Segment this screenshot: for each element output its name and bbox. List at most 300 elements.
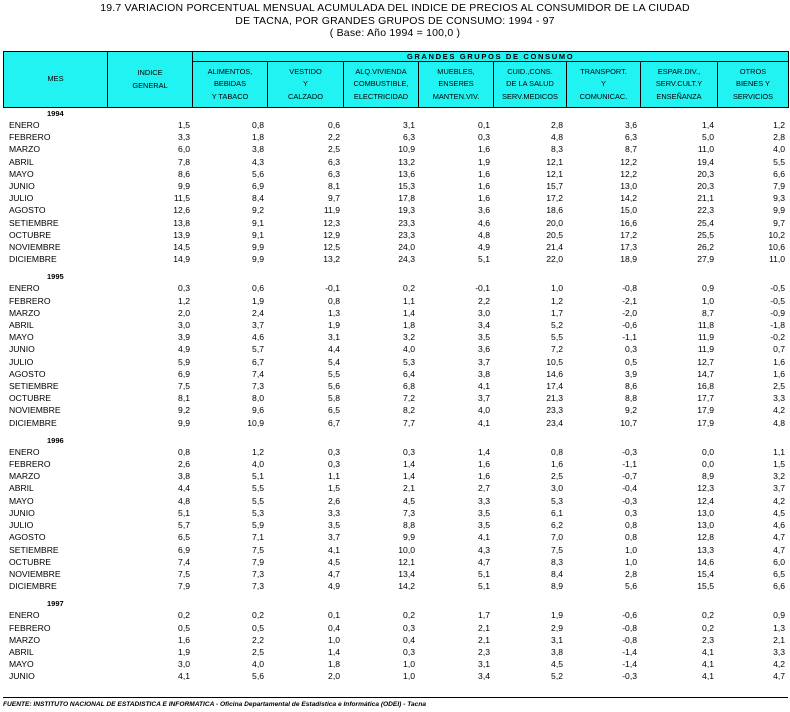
group-value-cell: 4,1 — [328, 544, 340, 555]
group-value-cell: 8,7 — [625, 144, 637, 155]
group-value-cell: 3,7 — [478, 356, 490, 367]
group-value-cell: 20,0 — [546, 217, 563, 228]
group-value-cell: 11,9 — [697, 344, 714, 355]
group-value-cell: 6,7 — [252, 356, 264, 367]
group-value-cell: 8,3 — [551, 144, 563, 155]
group-value-cell: 2,8 — [625, 568, 637, 579]
table-row — [3, 470, 788, 482]
group-value-cell: 2,5 — [252, 646, 264, 657]
group-value-cell: 3,3 — [328, 507, 340, 518]
group-value-cell: 4,1 — [478, 532, 490, 543]
group-value-cell: 2,3 — [702, 634, 714, 645]
group-value-cell: 5,5 — [551, 332, 563, 343]
group-value-cell: 6,5 — [328, 405, 340, 416]
group-value-cell: 0,2 — [403, 283, 415, 294]
group-value-cell: 4,1 — [702, 646, 714, 657]
indice-general-cell: 7,8 — [178, 156, 190, 167]
indice-general-cell: 3,0 — [178, 320, 190, 331]
group-value-cell: 1,4 — [403, 471, 415, 482]
month-cell: ENERO — [9, 120, 40, 130]
table-row — [3, 622, 788, 634]
group-value-cell: 25,5 — [697, 229, 714, 240]
group-value-cell: 1,7 — [478, 610, 490, 621]
header-group-col-line: SERV.CULT.Y — [655, 79, 703, 89]
group-value-cell: 2,7 — [478, 483, 490, 494]
table-row — [3, 495, 788, 507]
group-value-cell: 12,2 — [620, 168, 637, 179]
group-value-cell: 13,4 — [398, 568, 415, 579]
group-value-cell: 4,2 — [773, 405, 786, 416]
group-value-cell: 5,6 — [625, 581, 637, 592]
table-row — [3, 282, 788, 294]
group-value-cell: 0,4 — [403, 634, 415, 645]
group-value-cell: 4,5 — [403, 495, 415, 506]
header-group-col-line: ESPAR.DIV., — [657, 66, 701, 76]
group-value-cell: 7,5 — [252, 544, 264, 555]
header-group-col-line: CALZADO — [288, 91, 323, 101]
group-value-cell: 21,1 — [697, 193, 714, 204]
title-line-1: 19.7 VARIACION PORCENTUAL MENSUAL ACUMULADA DEL INDICE DE PRECIOS AL CONSUMIDOR DE LA CIUDAD — [100, 2, 690, 14]
table-row — [3, 568, 788, 580]
group-value-cell: 7,3 — [252, 568, 264, 579]
group-value-cell: 6,8 — [403, 381, 415, 392]
group-value-cell: 0,9 — [773, 610, 786, 621]
group-value-cell: 0,5 — [252, 622, 264, 633]
group-value-cell: 3,7 — [328, 532, 340, 543]
group-value-cell: 1,6 — [478, 181, 490, 192]
indice-general-cell: 5,9 — [178, 356, 190, 367]
group-value-cell: 7,3 — [252, 581, 264, 592]
month-cell: MAYO — [9, 168, 34, 179]
header-group-col-line: ELECTRICIDAD — [353, 91, 409, 101]
group-value-cell: 5,2 — [551, 320, 563, 331]
group-value-cell: 27,9 — [697, 254, 714, 265]
group-value-cell: 9,9 — [252, 242, 264, 253]
group-value-cell: 0,0 — [702, 459, 714, 470]
header-grandes-grupos: GRANDES GRUPOS DE CONSUMO — [193, 52, 789, 62]
group-value-cell: 1,6 — [551, 459, 563, 470]
table-row — [3, 446, 788, 458]
group-value-cell: 3,7 — [252, 320, 264, 331]
group-value-cell: 12,9 — [323, 229, 340, 240]
indice-general-cell: 8,6 — [178, 168, 190, 179]
group-value-cell: 0,3 — [328, 459, 340, 470]
table-row — [3, 392, 788, 404]
header-mes: MES — [4, 52, 108, 108]
indice-general-cell: 9,2 — [178, 405, 190, 416]
group-value-cell: 4,5 — [551, 659, 563, 670]
table-row — [3, 307, 788, 319]
group-value-cell: 10,0 — [398, 544, 415, 555]
group-value-cell: 10,6 — [768, 242, 786, 253]
group-value-cell: -0,8 — [622, 283, 637, 294]
month-cell: MAYO — [9, 659, 34, 670]
group-value-cell: 0,3 — [403, 446, 415, 457]
group-value-cell: -0,1 — [325, 283, 340, 294]
group-value-cell: 0,8 — [625, 532, 637, 543]
group-value-cell: 20,3 — [697, 168, 714, 179]
group-value-cell: 5,6 — [252, 671, 264, 682]
group-value-cell: 0,0 — [702, 446, 714, 457]
title-line-2: DE TACNA, POR GRANDES GRUPOS DE CONSUMO: 1994 - 97 — [235, 15, 555, 27]
group-value-cell: 12,3 — [323, 217, 340, 228]
group-value-cell: 0,8 — [551, 446, 563, 457]
indice-general-cell: 0,2 — [178, 610, 190, 621]
group-value-cell: 10,5 — [546, 356, 563, 367]
group-value-cell: 4,0 — [478, 405, 490, 416]
group-value-cell: 4,2 — [773, 659, 786, 670]
group-value-cell: 12,1 — [546, 156, 563, 167]
group-value-cell: 1,8 — [252, 132, 264, 143]
group-value-cell: 6,3 — [403, 132, 415, 143]
header-group-col-line: COMBUSTIBLE, — [353, 79, 409, 89]
month-cell: FEBRERO — [9, 622, 51, 633]
group-value-cell: 19,3 — [398, 205, 415, 216]
group-value-cell: 6,3 — [625, 132, 637, 143]
group-value-cell: 4,7 — [773, 532, 786, 543]
group-value-cell: 12,1 — [546, 168, 563, 179]
group-value-cell: 7,1 — [252, 532, 264, 543]
group-value-cell: 2,0 — [328, 671, 340, 682]
table-row — [3, 531, 788, 543]
group-value-cell: 0,1 — [328, 610, 340, 621]
group-value-cell: 4,8 — [551, 132, 563, 143]
month-cell: AGOSTO — [9, 368, 46, 379]
group-value-cell: 0,3 — [328, 446, 340, 457]
group-value-cell: 8,1 — [328, 181, 340, 192]
group-value-cell: 11,9 — [697, 332, 714, 343]
indice-general-cell: 3,9 — [178, 332, 190, 343]
indice-general-cell: 6,9 — [178, 544, 190, 555]
source-note: FUENTE: INSTITUTO NACIONAL DE ESTADISTICA E INFORMATICA - Oficina Departamental de Estadística e Informática (ODEI) - Tacna — [3, 701, 427, 708]
month-cell: DICIEMBRE — [9, 581, 57, 592]
group-value-cell: -0,7 — [622, 471, 637, 482]
group-value-cell: 15,0 — [620, 205, 637, 216]
table-row — [3, 319, 788, 331]
group-value-cell: -1,8 — [770, 320, 786, 331]
group-value-cell: 8,9 — [551, 581, 563, 592]
group-value-cell: 9,1 — [252, 217, 264, 228]
group-value-cell: 11,8 — [697, 320, 714, 331]
month-cell: MAYO — [9, 332, 34, 343]
group-value-cell: 22,0 — [546, 254, 563, 265]
indice-general-cell: 3,3 — [178, 132, 190, 143]
group-value-cell: 4,9 — [478, 242, 490, 253]
group-value-cell: 3,3 — [478, 495, 490, 506]
group-value-cell: 5,0 — [702, 132, 714, 143]
indice-general-cell: 12,6 — [173, 205, 190, 216]
table-row — [3, 519, 788, 531]
group-value-cell: 1,6 — [478, 471, 490, 482]
group-value-cell: 6,7 — [328, 417, 340, 428]
group-value-cell: 1,4 — [403, 307, 415, 318]
group-value-cell: 0,3 — [625, 507, 637, 518]
group-value-cell: 5,5 — [252, 495, 264, 506]
group-value-cell: -0,9 — [770, 307, 786, 318]
header-indice-line-1: INDICE — [137, 68, 163, 77]
group-value-cell: 3,1 — [403, 120, 415, 130]
header-group-col-line: ALQ.VIVIENDA — [355, 66, 407, 76]
group-value-cell: 0,3 — [403, 622, 415, 633]
month-cell: DICIEMBRE — [9, 254, 57, 265]
header-group-col-line: BEBIDAS — [213, 79, 247, 89]
group-value-cell: 3,6 — [625, 120, 637, 130]
group-value-cell: 3,2 — [403, 332, 415, 343]
group-value-cell: 17,4 — [546, 381, 563, 392]
indice-general-cell: 11,5 — [173, 193, 190, 204]
group-value-cell: 1,0 — [403, 671, 415, 682]
month-cell: AGOSTO — [9, 205, 46, 216]
group-value-cell: 25,4 — [697, 217, 714, 228]
group-value-cell: 2,9 — [551, 622, 563, 633]
group-value-cell: 4,6 — [773, 520, 786, 531]
group-value-cell: 3,8 — [551, 646, 563, 657]
group-value-cell: 6,5 — [773, 568, 786, 579]
group-value-cell: 9,9 — [773, 205, 786, 216]
group-value-cell: 5,3 — [551, 495, 563, 506]
indice-general-cell: 6,5 — [178, 532, 190, 543]
group-value-cell: 4,9 — [328, 581, 340, 592]
group-value-cell: 18,6 — [546, 205, 563, 216]
group-value-cell: 4,7 — [328, 568, 340, 579]
group-value-cell: -0,3 — [622, 671, 637, 682]
group-value-cell: 8,4 — [252, 193, 264, 204]
indice-general-cell: 3,0 — [178, 659, 190, 670]
group-value-cell: 9,7 — [328, 193, 340, 204]
group-value-cell: 5,5 — [773, 156, 786, 167]
group-value-cell: 4,7 — [773, 671, 786, 682]
group-value-cell: 1,9 — [328, 320, 340, 331]
group-value-cell: 4,0 — [403, 344, 415, 355]
group-value-cell: 6,3 — [328, 156, 340, 167]
group-value-cell: 9,2 — [625, 405, 637, 416]
group-value-cell: 3,1 — [328, 332, 340, 343]
group-value-cell: -0,3 — [622, 495, 637, 506]
group-value-cell: 17,9 — [697, 405, 714, 416]
group-value-cell: 5,3 — [403, 356, 415, 367]
group-value-cell: 9,6 — [252, 405, 264, 416]
table-row — [3, 295, 788, 307]
header-group-col — [268, 62, 344, 108]
table-row — [3, 658, 788, 670]
indice-general-cell: 4,9 — [178, 344, 190, 355]
group-value-cell: -0,4 — [622, 483, 637, 494]
group-value-cell: 2,5 — [773, 381, 786, 392]
group-value-cell: 2,5 — [551, 471, 563, 482]
header-group-col-line: ALIMENTOS, — [207, 66, 253, 76]
month-cell: JUNIO — [9, 507, 35, 518]
group-value-cell: 2,2 — [478, 295, 490, 306]
group-value-cell: 1,1 — [403, 295, 415, 306]
group-value-cell: 4,7 — [478, 556, 490, 567]
table-row — [3, 119, 788, 131]
group-value-cell: 23,3 — [398, 229, 415, 240]
group-value-cell: 0,3 — [625, 344, 637, 355]
group-value-cell: 10,9 — [247, 417, 264, 428]
table-row — [3, 368, 788, 380]
group-value-cell: 9,7 — [773, 217, 786, 228]
group-value-cell: 4,0 — [252, 459, 264, 470]
indice-general-cell: 14,5 — [173, 242, 190, 253]
group-value-cell: 3,1 — [551, 634, 563, 645]
indice-general-cell: 6,0 — [178, 144, 190, 155]
group-value-cell: 8,4 — [551, 568, 563, 579]
year-label: 1995 — [47, 272, 64, 282]
group-value-cell: 2,1 — [478, 634, 490, 645]
group-value-cell: 0,8 — [252, 120, 264, 130]
group-value-cell: 26,2 — [697, 242, 714, 253]
month-cell: FEBRERO — [9, 132, 51, 143]
table-row — [3, 131, 788, 143]
group-value-cell: 0,8 — [625, 520, 637, 531]
month-cell: ABRIL — [9, 646, 34, 657]
group-value-cell: 7,0 — [551, 532, 563, 543]
group-value-cell: -1,4 — [622, 646, 637, 657]
month-cell: MARZO — [9, 307, 41, 318]
group-value-cell: 10,7 — [620, 417, 637, 428]
group-value-cell: 1,3 — [773, 622, 786, 633]
header-group-col-line: ENSEÑANZA — [656, 91, 702, 101]
month-cell: JULIO — [9, 193, 34, 204]
header-group-col — [193, 62, 268, 108]
table-header — [3, 51, 789, 108]
group-value-cell: 0,2 — [252, 610, 264, 621]
group-value-cell: 5,2 — [551, 671, 563, 682]
group-value-cell: 1,9 — [478, 156, 490, 167]
group-value-cell: 1,0 — [702, 295, 714, 306]
group-value-cell: 15,7 — [546, 181, 563, 192]
group-value-cell: 5,5 — [328, 368, 340, 379]
group-value-cell: 1,0 — [403, 659, 415, 670]
table-row — [3, 507, 788, 519]
group-value-cell: 3,5 — [478, 332, 490, 343]
group-value-cell: 1,2 — [773, 120, 786, 130]
group-value-cell: -0,5 — [770, 283, 786, 294]
group-value-cell: 4,0 — [252, 659, 264, 670]
group-value-cell: 8,9 — [702, 471, 714, 482]
group-value-cell: 1,1 — [773, 446, 786, 457]
group-value-cell: 4,6 — [478, 217, 490, 228]
group-value-cell: 1,6 — [773, 356, 786, 367]
table-row — [3, 253, 788, 265]
group-value-cell: 1,6 — [773, 368, 786, 379]
indice-general-cell: 14,9 — [173, 254, 190, 265]
group-value-cell: 11,0 — [768, 254, 786, 265]
month-cell: JUNIO — [9, 344, 35, 355]
header-indice-line-2: GENERAL — [132, 80, 168, 90]
indice-general-cell: 1,5 — [178, 120, 190, 130]
data-table — [3, 109, 788, 683]
group-value-cell: 1,2 — [252, 446, 264, 457]
group-value-cell: -1,4 — [622, 659, 637, 670]
header-group-col-line: Y — [601, 79, 606, 89]
group-value-cell: 13,0 — [620, 181, 637, 192]
group-value-cell: 17,7 — [697, 393, 714, 404]
group-value-cell: 17,2 — [546, 193, 563, 204]
group-value-cell: 23,3 — [398, 217, 415, 228]
month-cell: JULIO — [9, 520, 34, 531]
year-label: 1997 — [47, 599, 64, 609]
group-value-cell: 9,1 — [252, 229, 264, 240]
group-value-cell: 3,8 — [478, 368, 490, 379]
group-value-cell: 1,9 — [551, 610, 563, 621]
header-group-col-line: MUEBLES, — [437, 66, 475, 76]
group-value-cell: 17,9 — [697, 417, 714, 428]
group-value-cell: -1,1 — [622, 332, 637, 343]
group-value-cell: 1,8 — [328, 659, 340, 670]
group-value-cell: 8,8 — [403, 520, 415, 531]
group-value-cell: 18,9 — [620, 254, 637, 265]
indice-general-cell: 7,5 — [178, 568, 190, 579]
group-value-cell: 3,8 — [252, 144, 264, 155]
group-value-cell: 8,2 — [403, 405, 415, 416]
group-value-cell: 3,3 — [773, 646, 786, 657]
indice-general-cell: 0,5 — [178, 622, 190, 633]
group-value-cell: 5,1 — [252, 471, 264, 482]
header-group-col-line: Y TABACO — [211, 91, 249, 101]
group-value-cell: 4,4 — [328, 344, 340, 355]
group-value-cell: 21,4 — [546, 242, 563, 253]
month-cell: MARZO — [9, 144, 41, 155]
indice-general-cell: 6,9 — [178, 368, 190, 379]
group-value-cell: 3,0 — [478, 307, 490, 318]
table-row — [3, 229, 788, 241]
group-value-cell: 2,1 — [403, 483, 415, 494]
group-value-cell: -2,1 — [622, 295, 637, 306]
month-cell: ABRIL — [9, 156, 34, 167]
year-label: 1994 — [47, 109, 64, 118]
indice-general-cell: 8,1 — [178, 393, 190, 404]
indice-general-cell: 2,0 — [178, 307, 190, 318]
table-row — [3, 417, 788, 429]
month-cell: OCTUBRE — [9, 229, 52, 240]
group-value-cell: 3,0 — [551, 483, 563, 494]
group-value-cell: 6,1 — [551, 507, 563, 518]
group-value-cell: 0,3 — [403, 646, 415, 657]
header-group-col-line: TRANSPORT. — [580, 66, 627, 76]
header-group-col-line: Y — [303, 79, 308, 89]
month-cell: OCTUBRE — [9, 556, 52, 567]
indice-general-cell: 1,9 — [178, 646, 190, 657]
group-value-cell: 20,3 — [697, 181, 714, 192]
group-value-cell: 10,2 — [768, 229, 786, 240]
indice-general-cell: 9,9 — [178, 417, 190, 428]
group-value-cell: 1,0 — [625, 556, 637, 567]
table-row — [3, 646, 788, 658]
group-value-cell: 2,2 — [328, 132, 340, 143]
group-value-cell: 16,8 — [697, 381, 714, 392]
group-value-cell: 4,2 — [773, 495, 786, 506]
header-group-col — [641, 62, 718, 108]
group-value-cell: 5,7 — [252, 344, 264, 355]
group-value-cell: -0,1 — [475, 283, 490, 294]
group-value-cell: 9,9 — [403, 532, 415, 543]
group-value-cell: 4,1 — [702, 671, 714, 682]
group-value-cell: 14,2 — [620, 193, 637, 204]
group-value-cell: 4,8 — [773, 417, 786, 428]
header-group-col-line: BIENES Y — [736, 79, 770, 89]
header-group-col-line: OTROS — [739, 66, 767, 76]
indice-general-cell: 9,9 — [178, 181, 190, 192]
group-value-cell: 4,5 — [773, 507, 786, 518]
group-value-cell: 3,2 — [773, 471, 786, 482]
header-group-col-line: CUID.,CONS. — [507, 66, 553, 76]
group-value-cell: 8,8 — [625, 393, 637, 404]
header-group-col — [567, 62, 641, 108]
group-value-cell: -1,1 — [622, 459, 637, 470]
group-value-cell: 22,3 — [697, 205, 714, 216]
indice-general-cell: 7,5 — [178, 381, 190, 392]
